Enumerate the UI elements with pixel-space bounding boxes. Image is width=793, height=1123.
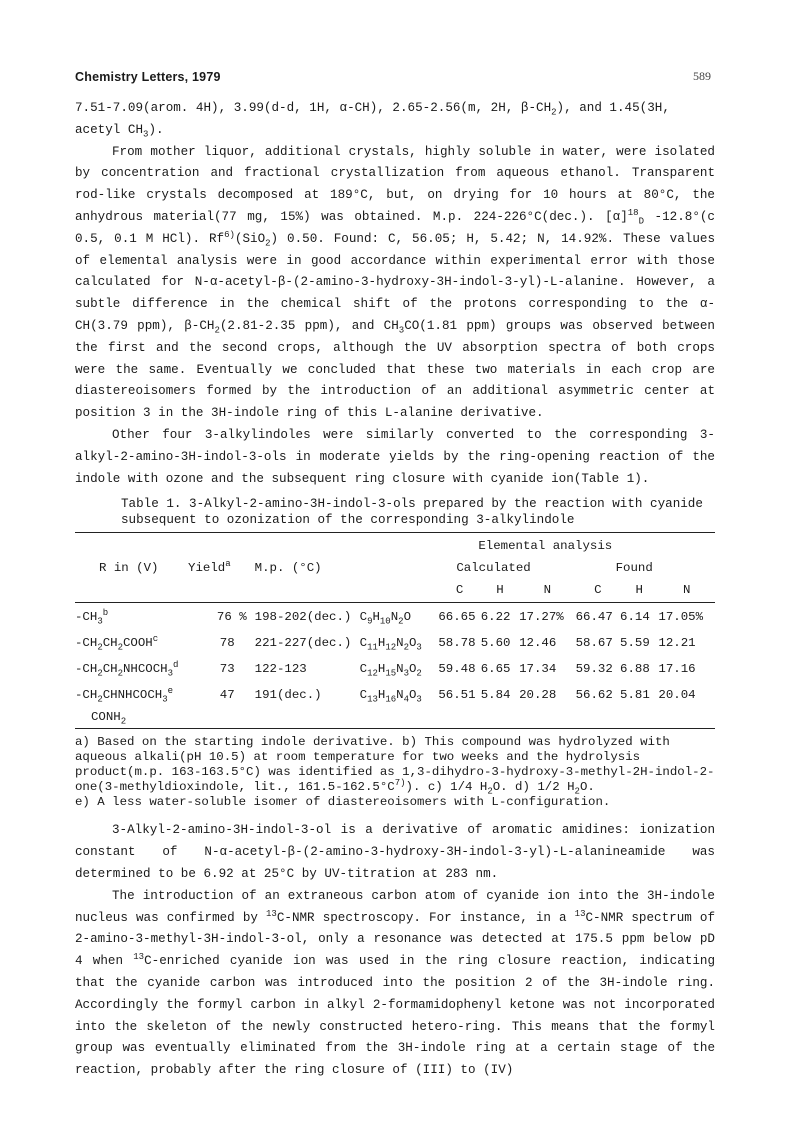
- table-footnotes: a) Based on the starting indole derivative. b) This compound was hydrolyzed with aqueous alkali(pH 10.5) at room temperature for two weeks and the hydrolysis product(m.p. 163-163.5°C) was identified as 1,3-dihydro-3-hydroxy-3-methyl-2H-indol-2-one(3-methyldioxindole, lit., $161.5-162.5^\circ C^{7)}$). c) 1/4 $H_2O$. d) 1/2 $H_2O$. e) A less water-soluble isomer of diastereoisomers with L-configuration.: [75, 735, 715, 810]
- header-yield: Yield$^a$: [188, 559, 231, 576]
- journal-header: Chemistry Letters, 1979: [75, 70, 221, 84]
- article-body: [75, 98, 715, 1082]
- paragraph-mother-liquor: From mother liquor, additional crystals, highly soluble in water, were isolated by concentration and fractional crystallization from aqueous ethanol. Transparent rod-like crystals decomposed at 189°C, but, on drying for 10 hours at 80°C, the anhydrous material(77 mg, 15%) was obtained. M.p. 224-226°C(dec.). $[\alpha]^{18}_D$ -12.8°(c 0.5, 0.1 M HCl). $Rf^{6)}(SiO_2)$ 0.50. Found: C, 56.05; H, 5.42; N, 14.92%. These values of elemental analysis were in good accordance within experimental error with those calculated for N-α-acetyl-β-(2-amino-3-hydroxy-3H-indol-3-yl)-L-alanine. However, a subtle difference in the chemical shift of the protons corresponding to the α-CH(3.79 ppm), $\beta-CH_2(2.81-2.35$ ppm), and $CH_3CO(1.81$ ppm) groups was observed between the first and the second crops, although the UV absorption spectra of both crops were the same. Eventually we concluded that these two materials in each crop are diastereoisomers formed by the introduction of an additional asymmetric center at position 3 in the 3H-indole ring of this L-alanine derivative.: [75, 144, 716, 421]
- header-elemental-analysis: Elemental analysis: [478, 539, 613, 554]
- header-calc-n: N: [543, 582, 552, 597]
- paragraph-other-alkylindoles: Other four 3-alkylindoles were similarly converted to the corresponding 3-alkyl-2-amino-3H-indol-3-ols in moderate yields by the ring-opening reaction of the indole with ozone and the subsequent ring closure with cyanide ion(Table 1).: [75, 427, 715, 486]
- header-calculated: Calculated: [456, 561, 531, 576]
- table-row: $-CH_3^b$ 76 % 198-202(dec.) $C_9H_{10}N_2O$ 66.65 6.22 17.27% 66.47 6.14 17.05%: [75, 607, 704, 627]
- table-caption: Table 1. 3-Alkyl-2-amino-3H-indol-3-ols prepared by the reaction with cyanide subsequent to ozonization of the corresponding 3-alkylindole: [121, 497, 703, 528]
- paragraph-nmr-data: 7.51-7.09(arom. 4H), 3.99(d-d, 1H, α-CH), 2.65-2.56(m, 2H, $\beta-CH_2$), and 1.45(3H, acetyl $CH_3$).: [75, 101, 670, 140]
- header-found-n: N: [682, 582, 691, 597]
- header-r: R in (V): [99, 561, 159, 576]
- paragraph-amidines: 3-Alkyl-2-amino-3H-indol-3-ol is a derivative of aromatic amidines: ionization constant of N-α-acetyl-β-(2-amino-3-hydroxy-3H-indol-3-yl)-L-alanineamide was determined to be 6.92 at 25°C by UV-titration at 283 nm.: [75, 823, 715, 881]
- header-found-h: H: [635, 582, 643, 597]
- header-found-c: C: [594, 582, 602, 597]
- header-calc-c: C: [455, 582, 464, 597]
- table-1: [75, 532, 715, 731]
- table-row: $-CH_2CHNHCOCH_3^e$ $CONH_2$ 47 191(dec.) $C_{13}H_{16}N_4O_3$ 56.51 5.84 20.28 56.62 5.81 20.04: [75, 685, 696, 726]
- page-number: 589: [693, 69, 711, 83]
- paragraph-nmr-cyanide: The introduction of an extraneous carbon atom of cyanide ion into the 3H-indole nucleus was confirmed by $^{13}$C-NMR spectroscopy. For instance, in a $^{13}$C-NMR spectrum of 2-amino-3-methyl-3H-indol-3-ol, only a resonance was detected at 175.5 ppm below pD 4 when $^{13}$C-enriched cyanide ion was used in the ring closure reaction, indicating that the cyanide carbon was introduced into the position 2 of the 3H-indole ring. Accordingly the formyl carbon in alkyl 2-formamidophenyl ketone was not incorporated into the skeleton of the newly constructed hetero-ring. This means that the formyl group was eventually eliminated from the 3H-indole ring at a certain stage of the reaction, probably after the ring closure of (III) to (IV): [75, 888, 716, 1078]
- table-row: $-CH_2CH_2NHCOCH_3^d$ 73 122-123 $C_{12}H_{15}N_3O_2$ 59.48 6.65 17.34 59.32 6.88 17.16: [75, 659, 696, 679]
- header-calc-h: H: [496, 582, 504, 597]
- header-mp: M.p. (°C): [254, 561, 322, 576]
- header-found: Found: [615, 561, 653, 576]
- table-row: $-CH_2CH_2COOH^c$ 78 221-227(dec.) $C_{11}H_{12}N_2O_3$ 58.78 5.60 12.46 58.67 5.59 12.21: [75, 633, 696, 653]
